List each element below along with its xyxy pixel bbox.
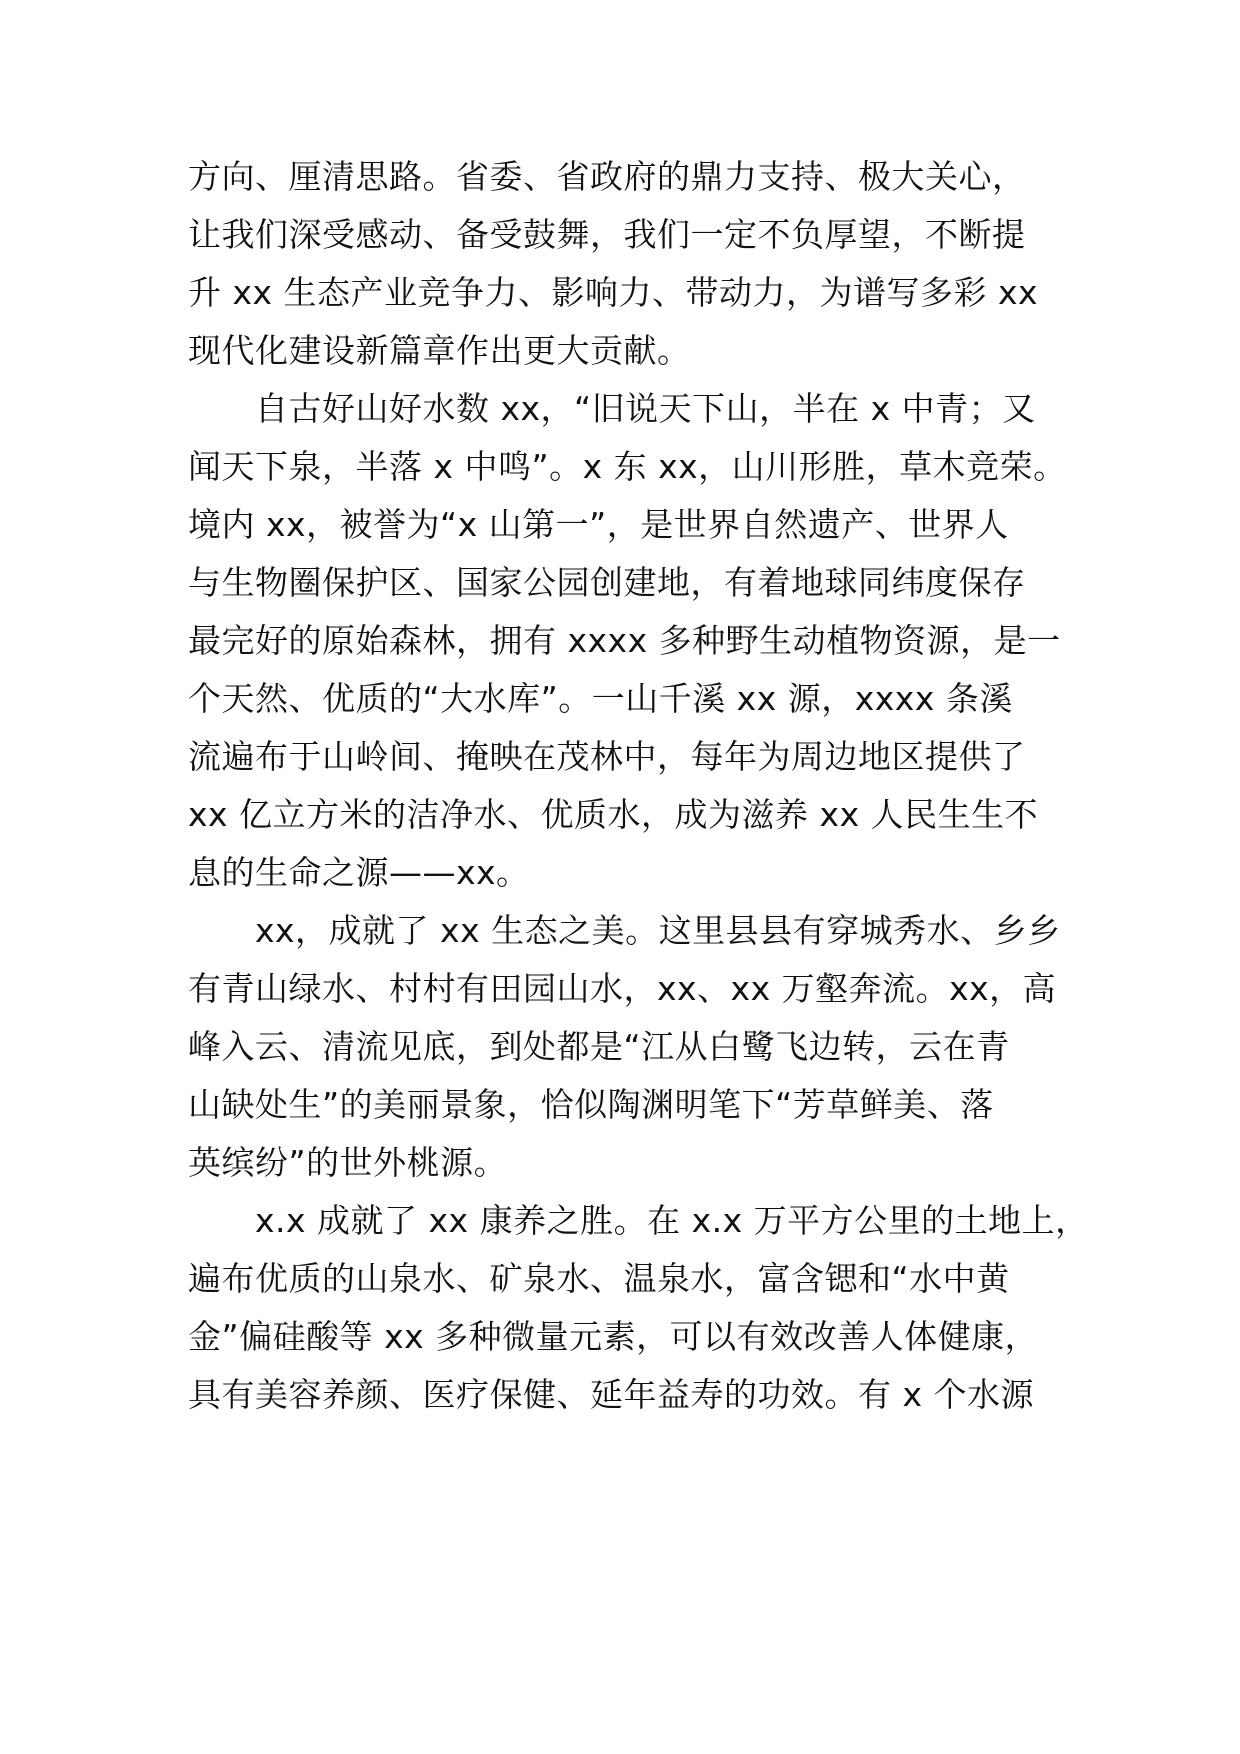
text-line: 山缺处生”的美丽景象，恰似陶渊明笔下“芳草鲜美、落	[188, 1085, 994, 1124]
text-line: 金”偏硅酸等 xx 多种微量元素，可以有效改善人体健康，	[188, 1317, 1039, 1356]
text-line: 息的生命之源——xx。	[188, 853, 530, 892]
text-line: x.x 成就了 xx 康养之胜。在 x.x 万平方公里的土地上，	[255, 1201, 1089, 1240]
text-line: 闻天下泉，半落 x 中鸣”。x 东 xx，山川形胜，草木竞荣。	[188, 447, 1067, 486]
text-line: 峰入云、清流见底，到处都是“江从白鹭飞边转，云在青	[188, 1027, 1010, 1066]
text-line: 英缤纷”的世外桃源。	[188, 1143, 508, 1182]
text-line: xx 亿立方米的洁净水、优质水，成为滋养 xx 人民生生不	[188, 795, 1039, 834]
text-line: 升 xx 生态产业竞争力、影响力、带动力，为谱写多彩 xx	[188, 273, 1039, 312]
text-line: 自古好山好水数 xx，“旧说天下山，半在 x 中青；又	[255, 389, 1036, 428]
text-line: 现代化建设新篇章作出更大贡献。	[188, 331, 691, 370]
text-line: 遍布优质的山泉水、矿泉水、温泉水，富含锶和“水中黄	[188, 1259, 1010, 1298]
text-line: xx，成就了 xx 生态之美。这里县县有穿城秀水、乡乡	[255, 911, 1061, 950]
text-line: 具有美容养颜、医疗保健、延年益寿的功效。有 x 个水源	[188, 1375, 1035, 1414]
text-line: 流遍布于山岭间、掩映在茂林中，每年为周边地区提供了	[188, 737, 1026, 776]
text-line: 有青山绿水、村村有田园山水，xx、xx 万壑奔流。xx，高	[188, 969, 1057, 1008]
text-line: 最完好的原始森林，拥有 xxxx 多种野生动植物资源，是一	[188, 621, 1061, 660]
text-line: 与生物圈保护区、国家公园创建地，有着地球同纬度保存	[188, 563, 1026, 602]
text-line: 境内 xx，被誉为“x 山第一”，是世界自然遗产、世界人	[188, 505, 1009, 544]
text-line: 方向、厘清思路。省委、省政府的鼎力支持、极大关心，	[188, 157, 1026, 196]
text-line: 个天然、优质的“大水库”。一山千溪 xx 源，xxxx 条溪	[188, 679, 1013, 718]
text-line: 让我们深受感动、备受鼓舞，我们一定不负厚望，不断提	[188, 215, 1026, 254]
